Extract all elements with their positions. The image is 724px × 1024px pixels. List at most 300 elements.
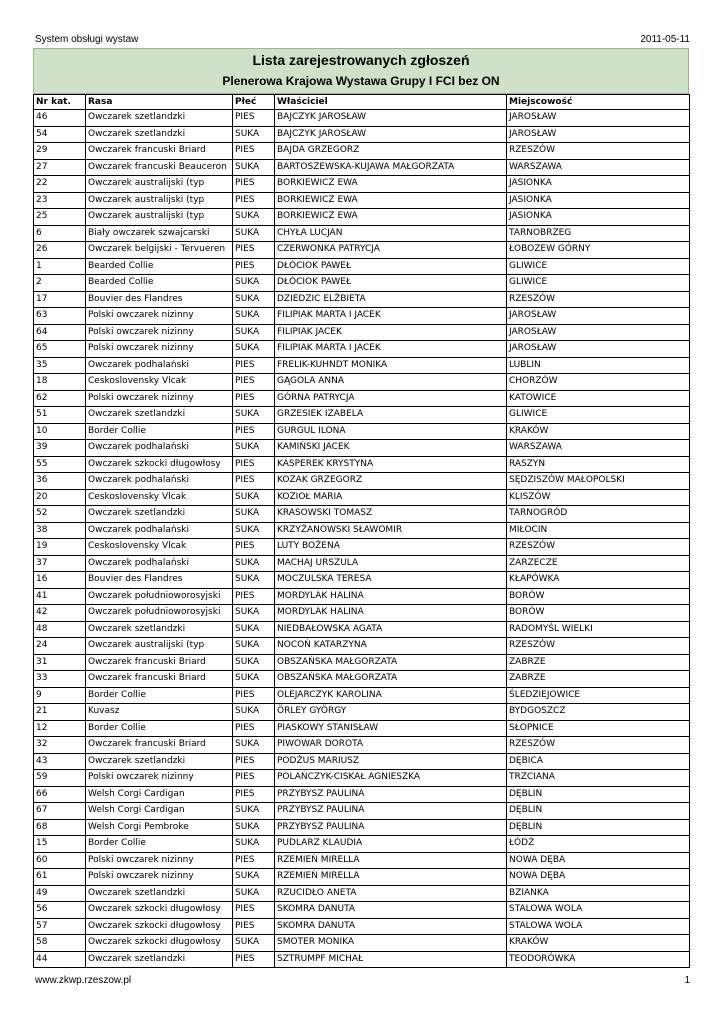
- cell-owner: KRZYŻANOWSKI SŁAWOMIR: [275, 522, 507, 539]
- table-row: [34, 786, 690, 803]
- cell-catalog-number: 36: [34, 473, 86, 490]
- cell-catalog-number: 32: [34, 737, 86, 754]
- cell-city: STALOWA WOLA: [507, 902, 690, 919]
- cell-catalog-number: 31: [34, 654, 86, 671]
- cell-breed: Polski owczarek nizinny: [86, 390, 233, 407]
- cell-city: RASZYN: [507, 456, 690, 473]
- cell-breed: Polski owczarek nizinny: [86, 341, 233, 358]
- cell-owner: BORKIEWICZ EWA: [275, 209, 507, 226]
- cell-breed: Border Collie: [86, 687, 233, 704]
- cell-catalog-number: 37: [34, 555, 86, 572]
- cell-catalog-number: 19: [34, 539, 86, 556]
- cell-breed: Owczarek szetlandzki: [86, 110, 233, 127]
- cell-city: DĘBLIN: [507, 803, 690, 820]
- table-row: [34, 852, 690, 869]
- table-row: [34, 654, 690, 671]
- table-row: [34, 737, 690, 754]
- cell-owner: BORKIEWICZ EWA: [275, 192, 507, 209]
- cell-catalog-number: 48: [34, 621, 86, 638]
- cell-owner: FILIPIAK MARTA I JACEK: [275, 308, 507, 325]
- cell-owner: KASPEREK KRYSTYNA: [275, 456, 507, 473]
- cell-city: DĘBICA: [507, 753, 690, 770]
- cell-sex: SUKA: [233, 506, 275, 523]
- cell-catalog-number: 57: [34, 918, 86, 935]
- cell-catalog-number: 43: [34, 753, 86, 770]
- cell-owner: BORKIEWICZ EWA: [275, 176, 507, 193]
- cell-owner: DŁÓCIOK PAWEŁ: [275, 258, 507, 275]
- cell-owner: KAMIŃSKI JACEK: [275, 440, 507, 457]
- cell-breed: Border Collie: [86, 836, 233, 853]
- cell-city: DĘBLIN: [507, 819, 690, 836]
- cell-city: JASIONKA: [507, 209, 690, 226]
- cell-catalog-number: 41: [34, 588, 86, 605]
- cell-sex: SUKA: [233, 885, 275, 902]
- cell-catalog-number: 63: [34, 308, 86, 325]
- cell-city: WARSZAWA: [507, 159, 690, 176]
- cell-owner: FRELIK-KUHNDT MONIKA: [275, 357, 507, 374]
- cell-breed: Owczarek szetlandzki: [86, 753, 233, 770]
- cell-catalog-number: 29: [34, 143, 86, 160]
- cell-breed: Ceskoslovensky Vlcak: [86, 489, 233, 506]
- cell-breed: Owczarek szetlandzki: [86, 885, 233, 902]
- cell-catalog-number: 12: [34, 720, 86, 737]
- cell-sex: PIES: [233, 176, 275, 193]
- cell-owner: NOCOŃ KATARZYNA: [275, 638, 507, 655]
- cell-breed: Owczarek szetlandzki: [86, 506, 233, 523]
- cell-owner: BAJCZYK JAROSŁAW: [275, 110, 507, 127]
- table-row: [34, 374, 690, 391]
- cell-breed: Polski owczarek nizinny: [86, 770, 233, 787]
- cell-breed: Owczarek podhalański: [86, 440, 233, 457]
- cell-breed: Owczarek podhalański: [86, 522, 233, 539]
- cell-breed: Bearded Collie: [86, 275, 233, 292]
- cell-city: JAROSŁAW: [507, 126, 690, 143]
- cell-catalog-number: 46: [34, 110, 86, 127]
- cell-catalog-number: 52: [34, 506, 86, 523]
- cell-catalog-number: 9: [34, 687, 86, 704]
- cell-sex: SUKA: [233, 489, 275, 506]
- cell-city: TARNOGRÓD: [507, 506, 690, 523]
- cell-owner: OLEJARCZYK KAROLINA: [275, 687, 507, 704]
- table-row: [34, 341, 690, 358]
- cell-sex: PIES: [233, 473, 275, 490]
- cell-city: WARSZAWA: [507, 440, 690, 457]
- cell-breed: Owczarek francuski Briard: [86, 654, 233, 671]
- table-row: [34, 588, 690, 605]
- cell-city: KŁAPÓWKA: [507, 572, 690, 589]
- cell-city: KATOWICE: [507, 390, 690, 407]
- table-row: [34, 192, 690, 209]
- cell-catalog-number: 44: [34, 951, 86, 968]
- cell-breed: Owczarek szetlandzki: [86, 951, 233, 968]
- cell-owner: DŁÓCIOK PAWEŁ: [275, 275, 507, 292]
- cell-sex: PIES: [233, 258, 275, 275]
- table-row: [34, 918, 690, 935]
- cell-catalog-number: 59: [34, 770, 86, 787]
- cell-sex: SUKA: [233, 671, 275, 688]
- cell-owner: NIEDBAŁOWSKA AGATA: [275, 621, 507, 638]
- table-row: [34, 423, 690, 440]
- table-row: [34, 324, 690, 341]
- cell-catalog-number: 66: [34, 786, 86, 803]
- cell-sex: SUKA: [233, 638, 275, 655]
- cell-breed: Bouvier des Flandres: [86, 291, 233, 308]
- cell-city: KRAKÓW: [507, 935, 690, 952]
- table-row: [34, 638, 690, 655]
- column-header-city: Miejscowość: [507, 95, 690, 110]
- cell-catalog-number: 35: [34, 357, 86, 374]
- cell-sex: PIES: [233, 852, 275, 869]
- cell-sex: SUKA: [233, 836, 275, 853]
- cell-catalog-number: 10: [34, 423, 86, 440]
- table-row: [34, 456, 690, 473]
- cell-sex: SUKA: [233, 324, 275, 341]
- page-subtitle: Plenerowa Krajowa Wystawa Grupy I FCI bez ON: [222, 74, 500, 88]
- cell-breed: Welsh Corgi Cardigan: [86, 786, 233, 803]
- cell-owner: PRZYBYSZ PAULINA: [275, 819, 507, 836]
- cell-sex: PIES: [233, 110, 275, 127]
- cell-city: ZABRZE: [507, 671, 690, 688]
- cell-catalog-number: 60: [34, 852, 86, 869]
- title-banner: [33, 48, 689, 94]
- cell-city: RZESZÓW: [507, 539, 690, 556]
- cell-breed: Polski owczarek nizinny: [86, 869, 233, 886]
- cell-breed: Owczarek podhalański: [86, 555, 233, 572]
- cell-sex: PIES: [233, 720, 275, 737]
- cell-catalog-number: 54: [34, 126, 86, 143]
- cell-catalog-number: 27: [34, 159, 86, 176]
- cell-catalog-number: 1: [34, 258, 86, 275]
- cell-owner: POLAŃCZYK-CISKAŁ AGNIESZKA: [275, 770, 507, 787]
- cell-breed: Owczarek australijski (typ: [86, 209, 233, 226]
- cell-sex: PIES: [233, 357, 275, 374]
- cell-city: MIŁOCIN: [507, 522, 690, 539]
- cell-owner: OBSZAŃSKA MAŁGORZATA: [275, 671, 507, 688]
- cell-breed: Owczarek australijski (typ: [86, 176, 233, 193]
- cell-sex: PIES: [233, 390, 275, 407]
- cell-city: LUBLIN: [507, 357, 690, 374]
- table-row: [34, 819, 690, 836]
- cell-sex: PIES: [233, 770, 275, 787]
- cell-city: BYDGOSZCZ: [507, 704, 690, 721]
- column-header-breed: Rasa: [86, 95, 233, 110]
- cell-city: NOWA DĘBA: [507, 852, 690, 869]
- cell-breed: Owczarek szkocki długowłosy: [86, 456, 233, 473]
- cell-city: SĘDZISZÓW MAŁOPOLSKI: [507, 473, 690, 490]
- cell-breed: Bearded Collie: [86, 258, 233, 275]
- cell-city: RZESZÓW: [507, 737, 690, 754]
- cell-sex: PIES: [233, 786, 275, 803]
- cell-owner: GURGUL ILONA: [275, 423, 507, 440]
- cell-owner: BAJDA GRZEGORZ: [275, 143, 507, 160]
- cell-breed: Owczarek szkocki długowłosy: [86, 935, 233, 952]
- cell-owner: SKOMRA DANUTA: [275, 918, 507, 935]
- cell-breed: Border Collie: [86, 423, 233, 440]
- table-row: [34, 258, 690, 275]
- table-row: [34, 440, 690, 457]
- cell-breed: Kuvasz: [86, 704, 233, 721]
- cell-sex: SUKA: [233, 605, 275, 622]
- cell-sex: SUKA: [233, 803, 275, 820]
- cell-sex: PIES: [233, 918, 275, 935]
- cell-sex: PIES: [233, 902, 275, 919]
- cell-sex: PIES: [233, 192, 275, 209]
- cell-sex: SUKA: [233, 209, 275, 226]
- cell-city: KLISZÓW: [507, 489, 690, 506]
- cell-owner: PRZYBYSZ PAULINA: [275, 786, 507, 803]
- cell-sex: PIES: [233, 456, 275, 473]
- cell-owner: MORDYLAK HALINA: [275, 605, 507, 622]
- table-row: [34, 704, 690, 721]
- table-row: [34, 357, 690, 374]
- cell-owner: GĄGOLA ANNA: [275, 374, 507, 391]
- table-row: [34, 902, 690, 919]
- cell-owner: SKOMRA DANUTA: [275, 902, 507, 919]
- cell-sex: PIES: [233, 242, 275, 259]
- cell-catalog-number: 58: [34, 935, 86, 952]
- cell-sex: PIES: [233, 143, 275, 160]
- cell-sex: SUKA: [233, 572, 275, 589]
- cell-city: DĘBLIN: [507, 786, 690, 803]
- cell-sex: SUKA: [233, 704, 275, 721]
- cell-city: ZARZECZE: [507, 555, 690, 572]
- cell-city: JASIONKA: [507, 192, 690, 209]
- table-row: [34, 209, 690, 226]
- table-row: [34, 291, 690, 308]
- cell-breed: Biały owczarek szwajcarski: [86, 225, 233, 242]
- cell-sex: PIES: [233, 753, 275, 770]
- cell-catalog-number: 15: [34, 836, 86, 853]
- cell-owner: PODŻUS MARIUSZ: [275, 753, 507, 770]
- cell-sex: SUKA: [233, 555, 275, 572]
- table-row: [34, 605, 690, 622]
- table-row: [34, 390, 690, 407]
- table-row: [34, 687, 690, 704]
- cell-breed: Owczarek francuski Briard: [86, 143, 233, 160]
- cell-owner: BARTOSZEWSKA-KUJAWA MAŁGORZATA: [275, 159, 507, 176]
- cell-city: STALOWA WOLA: [507, 918, 690, 935]
- cell-city: JASIONKA: [507, 176, 690, 193]
- cell-catalog-number: 38: [34, 522, 86, 539]
- cell-catalog-number: 56: [34, 902, 86, 919]
- cell-catalog-number: 22: [34, 176, 86, 193]
- table-row: [34, 242, 690, 259]
- cell-breed: Owczarek południoworosyjski: [86, 605, 233, 622]
- cell-sex: SUKA: [233, 275, 275, 292]
- table-row: [34, 951, 690, 968]
- cell-owner: OBSZAŃSKA MAŁGORZATA: [275, 654, 507, 671]
- footer-url: www.zkwp.rzeszow.pl: [35, 975, 132, 986]
- cell-catalog-number: 51: [34, 407, 86, 424]
- cell-owner: KOZAK GRZEGORZ: [275, 473, 507, 490]
- cell-sex: PIES: [233, 588, 275, 605]
- cell-breed: Owczarek australijski (typ: [86, 638, 233, 655]
- table-row: [34, 275, 690, 292]
- cell-city: TEODORÓWKA: [507, 951, 690, 968]
- cell-sex: SUKA: [233, 869, 275, 886]
- table-row: [34, 473, 690, 490]
- table-row: [34, 753, 690, 770]
- cell-catalog-number: 21: [34, 704, 86, 721]
- cell-city: BZIANKA: [507, 885, 690, 902]
- cell-breed: Owczarek francuski Beauceron: [86, 159, 233, 176]
- table-row: [34, 308, 690, 325]
- cell-catalog-number: 17: [34, 291, 86, 308]
- table-row: [34, 407, 690, 424]
- cell-owner: KOZIOŁ MARIA: [275, 489, 507, 506]
- cell-sex: SUKA: [233, 225, 275, 242]
- table-row: [34, 522, 690, 539]
- cell-owner: RZEMIEŃ MIRELLA: [275, 869, 507, 886]
- cell-owner: RZEMIEŃ MIRELLA: [275, 852, 507, 869]
- cell-city: BORÓW: [507, 605, 690, 622]
- cell-catalog-number: 20: [34, 489, 86, 506]
- table-row: [34, 671, 690, 688]
- cell-sex: SUKA: [233, 159, 275, 176]
- cell-city: TARNOBRZEG: [507, 225, 690, 242]
- cell-breed: Border Collie: [86, 720, 233, 737]
- cell-catalog-number: 55: [34, 456, 86, 473]
- cell-breed: Welsh Corgi Cardigan: [86, 803, 233, 820]
- cell-catalog-number: 6: [34, 225, 86, 242]
- cell-catalog-number: 65: [34, 341, 86, 358]
- cell-owner: LUTY BOŻENA: [275, 539, 507, 556]
- cell-city: SŁOPNICE: [507, 720, 690, 737]
- table-row: [34, 621, 690, 638]
- cell-sex: SUKA: [233, 621, 275, 638]
- cell-city: ZABRZE: [507, 654, 690, 671]
- cell-breed: Ceskoslovensky Vlcak: [86, 539, 233, 556]
- cell-catalog-number: 61: [34, 869, 86, 886]
- cell-owner: CZERWONKA PATRYCJA: [275, 242, 507, 259]
- cell-sex: SUKA: [233, 341, 275, 358]
- table-row: [34, 110, 690, 127]
- cell-city: RADOMYŚL WIELKI: [507, 621, 690, 638]
- cell-city: CHORZÓW: [507, 374, 690, 391]
- cell-owner: RZUCIDŁO ANETA: [275, 885, 507, 902]
- column-header-catalog-number: Nr kat.: [34, 95, 86, 110]
- cell-city: RZESZÓW: [507, 143, 690, 160]
- cell-sex: SUKA: [233, 737, 275, 754]
- cell-owner: FILIPIAK JACEK: [275, 324, 507, 341]
- cell-catalog-number: 62: [34, 390, 86, 407]
- cell-sex: PIES: [233, 539, 275, 556]
- table-body: [34, 110, 690, 968]
- cell-city: JAROSŁAW: [507, 110, 690, 127]
- cell-city: KRAKÓW: [507, 423, 690, 440]
- table-row: [34, 803, 690, 820]
- cell-breed: Owczarek podhalański: [86, 357, 233, 374]
- cell-sex: SUKA: [233, 654, 275, 671]
- cell-owner: MOCZULSKA TERESA: [275, 572, 507, 589]
- cell-catalog-number: 42: [34, 605, 86, 622]
- cell-breed: Polski owczarek nizinny: [86, 852, 233, 869]
- cell-catalog-number: 23: [34, 192, 86, 209]
- cell-breed: Owczarek szkocki długowłosy: [86, 902, 233, 919]
- cell-city: GLIWICE: [507, 407, 690, 424]
- table-row: [34, 836, 690, 853]
- cell-catalog-number: 26: [34, 242, 86, 259]
- cell-sex: SUKA: [233, 407, 275, 424]
- cell-city: ŚLEDZIEJOWICE: [507, 687, 690, 704]
- cell-owner: GÓRNA PATRYCJA: [275, 390, 507, 407]
- cell-sex: PIES: [233, 374, 275, 391]
- cell-catalog-number: 68: [34, 819, 86, 836]
- cell-catalog-number: 24: [34, 638, 86, 655]
- print-date: 2011-05-11: [640, 34, 690, 45]
- table-row: [34, 720, 690, 737]
- page-title: Lista zarejestrowanych zgłoszeń: [252, 52, 470, 68]
- cell-breed: Owczarek australijski (typ: [86, 192, 233, 209]
- cell-sex: SUKA: [233, 126, 275, 143]
- cell-sex: SUKA: [233, 935, 275, 952]
- cell-breed: Owczarek szetlandzki: [86, 126, 233, 143]
- cell-city: GLIWICE: [507, 258, 690, 275]
- cell-city: ŁÓDŹ: [507, 836, 690, 853]
- cell-catalog-number: 2: [34, 275, 86, 292]
- cell-breed: Ceskoslovensky Vlcak: [86, 374, 233, 391]
- cell-owner: SMOTER MONIKA: [275, 935, 507, 952]
- cell-catalog-number: 33: [34, 671, 86, 688]
- cell-sex: SUKA: [233, 819, 275, 836]
- cell-breed: Owczarek belgijski - Tervueren: [86, 242, 233, 259]
- cell-city: BORÓW: [507, 588, 690, 605]
- cell-sex: SUKA: [233, 440, 275, 457]
- cell-owner: GRZESIEK IZABELA: [275, 407, 507, 424]
- table-row: [34, 506, 690, 523]
- table-row: [34, 126, 690, 143]
- cell-owner: MORDYLAK HALINA: [275, 588, 507, 605]
- cell-city: JAROSŁAW: [507, 341, 690, 358]
- cell-owner: PRZYBYSZ PAULINA: [275, 803, 507, 820]
- table-row: [34, 176, 690, 193]
- cell-city: RZESZÓW: [507, 638, 690, 655]
- table-row: [34, 869, 690, 886]
- table-row: [34, 935, 690, 952]
- cell-owner: CHYŁA LUCJAN: [275, 225, 507, 242]
- page-number: 1: [684, 975, 690, 986]
- cell-sex: PIES: [233, 423, 275, 440]
- cell-city: ŁOBOZEW GÓRNY: [507, 242, 690, 259]
- app-name: System obsługi wystaw: [35, 34, 139, 45]
- cell-breed: Owczarek podhalański: [86, 473, 233, 490]
- cell-city: TRZCIANA: [507, 770, 690, 787]
- cell-breed: Owczarek południoworosyjski: [86, 588, 233, 605]
- cell-city: JAROSŁAW: [507, 324, 690, 341]
- cell-city: GLIWICE: [507, 275, 690, 292]
- cell-breed: Polski owczarek nizinny: [86, 324, 233, 341]
- table-row: [34, 143, 690, 160]
- table-row: [34, 489, 690, 506]
- column-header-owner: Właściciel: [275, 95, 507, 110]
- cell-owner: DZIEDZIC ELŻBIETA: [275, 291, 507, 308]
- registrations-table: [33, 94, 690, 968]
- cell-catalog-number: 49: [34, 885, 86, 902]
- cell-catalog-number: 16: [34, 572, 86, 589]
- cell-owner: PIASKOWY STANISŁAW: [275, 720, 507, 737]
- table-row: [34, 225, 690, 242]
- cell-breed: Owczarek francuski Briard: [86, 737, 233, 754]
- cell-owner: KRASOWSKI TOMASZ: [275, 506, 507, 523]
- cell-breed: Owczarek szetlandzki: [86, 621, 233, 638]
- cell-breed: Owczarek szetlandzki: [86, 407, 233, 424]
- table-row: [34, 770, 690, 787]
- table-row: [34, 885, 690, 902]
- cell-sex: SUKA: [233, 522, 275, 539]
- cell-owner: FILIPIAK MARTA I JACEK: [275, 341, 507, 358]
- cell-owner: MACHAJ URSZULA: [275, 555, 507, 572]
- table-row: [34, 572, 690, 589]
